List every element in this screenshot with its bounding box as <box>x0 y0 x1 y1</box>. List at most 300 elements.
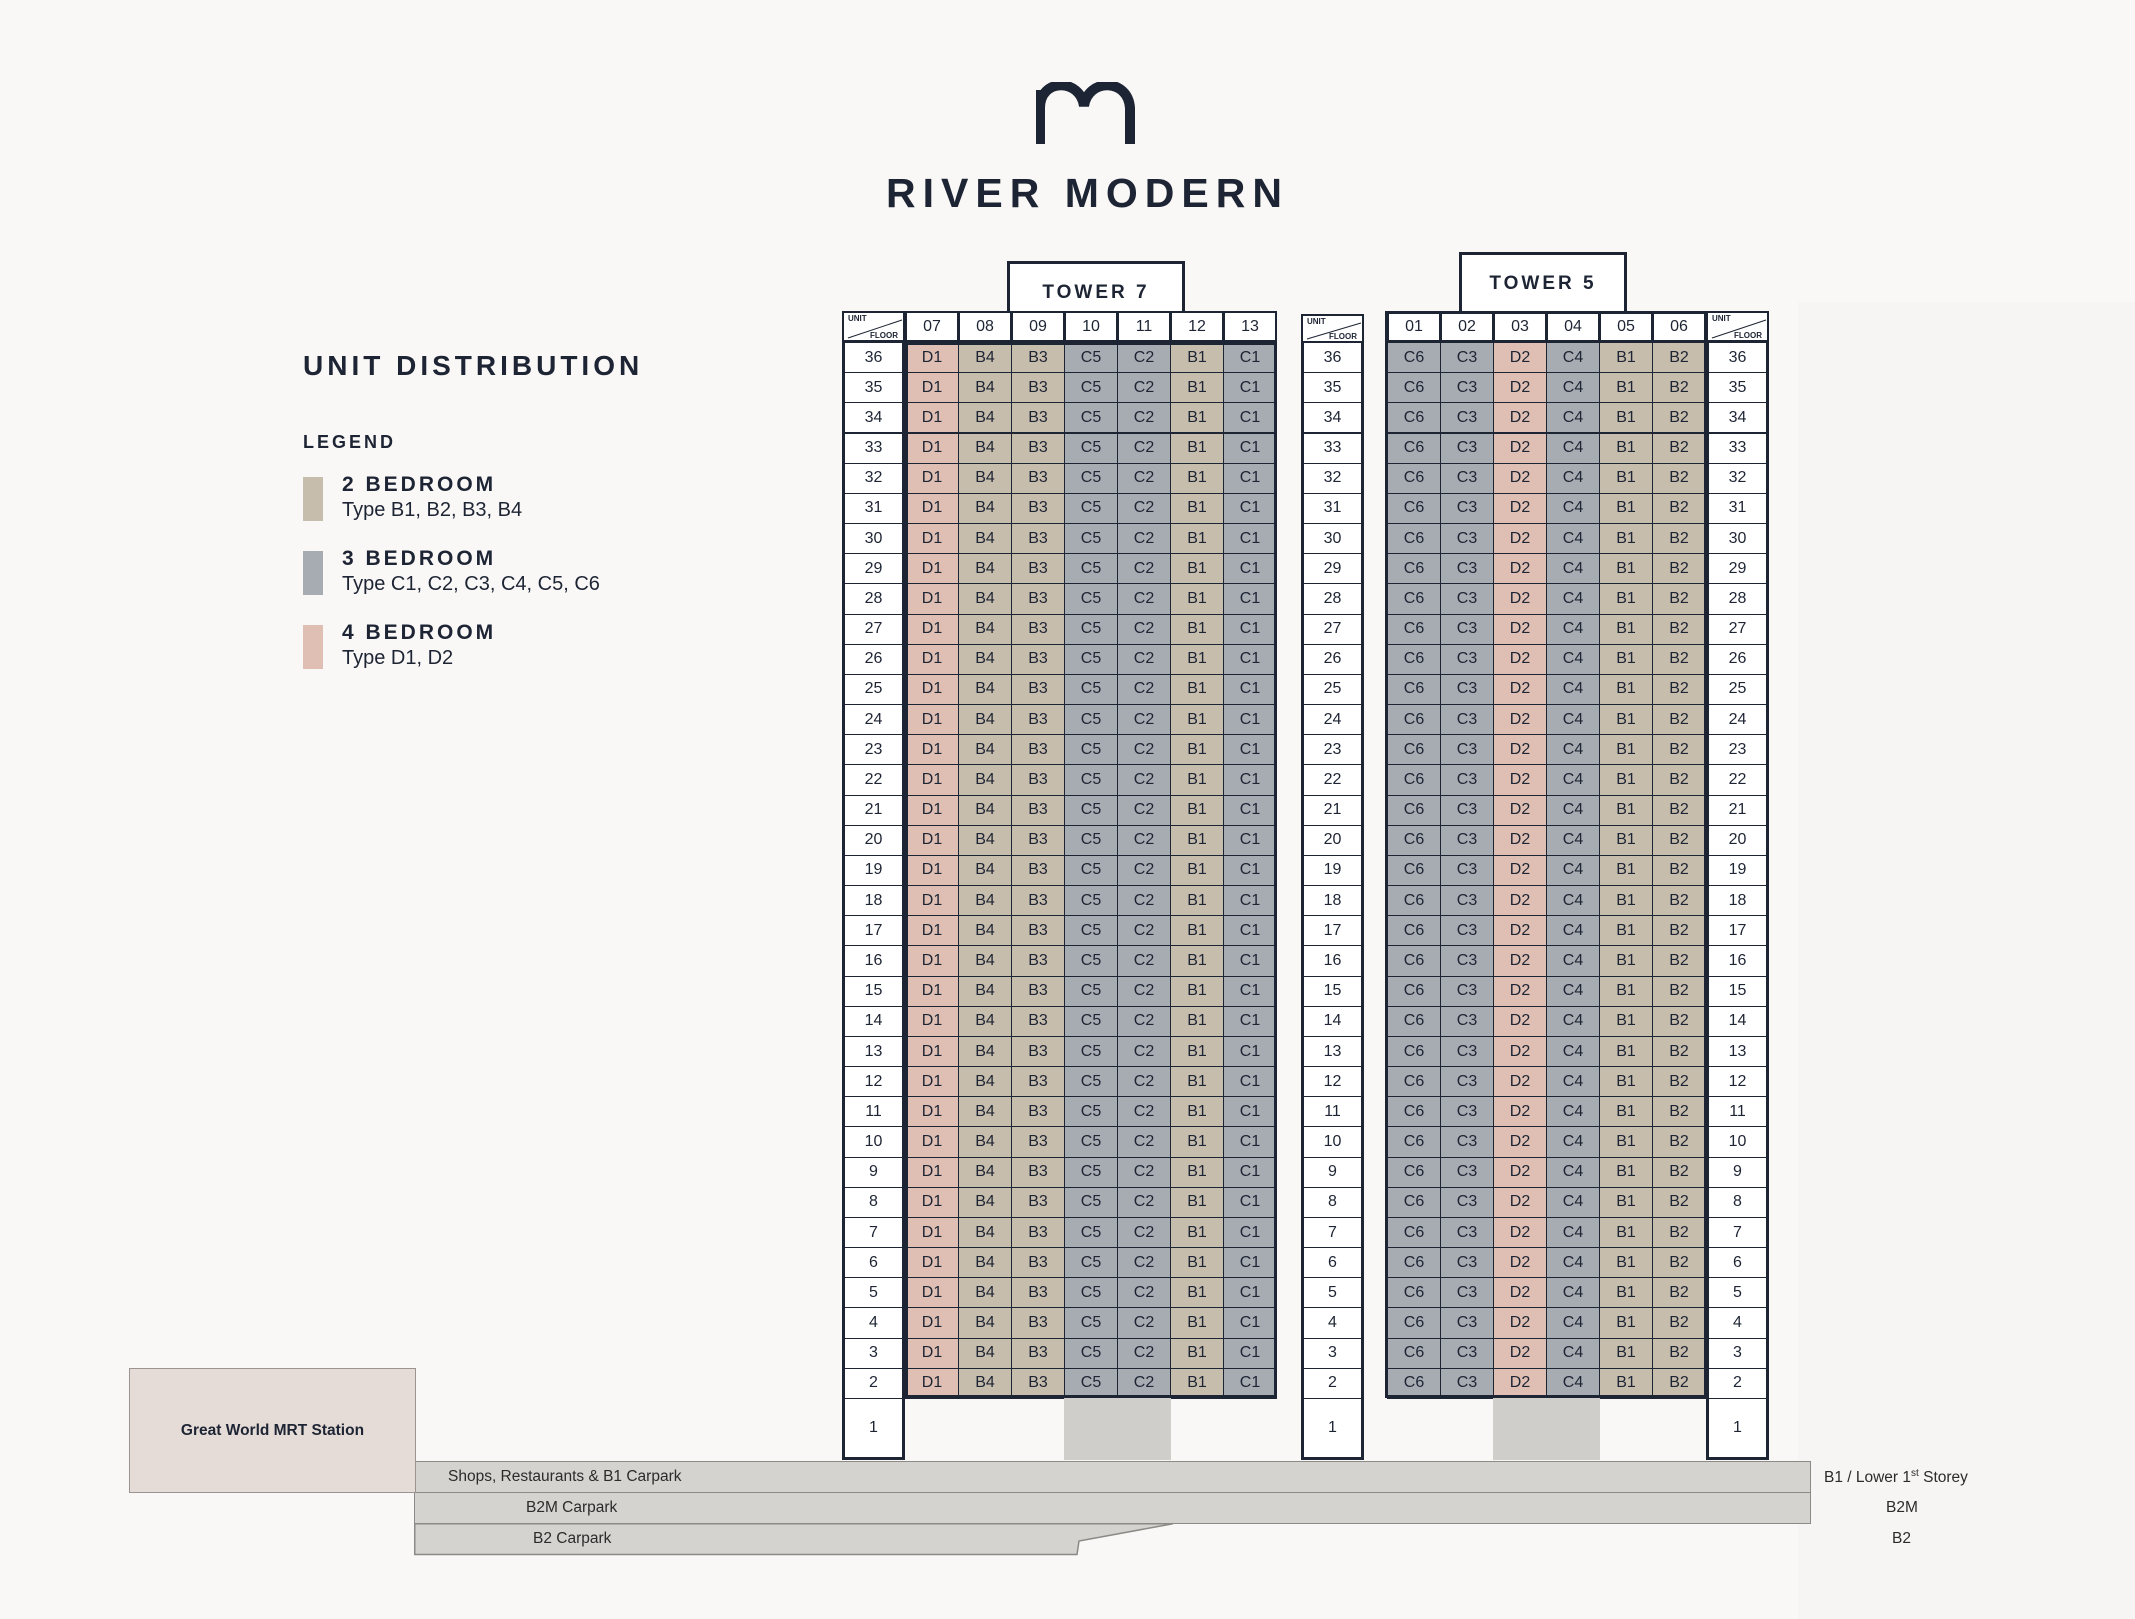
tower-5-right-floor-16: 16 <box>1706 945 1769 976</box>
tower-7-unit-cell: C2 <box>1117 523 1171 554</box>
tower-7-unit-cell: B4 <box>958 1217 1012 1248</box>
tower-7-floor-25: 25 <box>842 674 905 705</box>
tower-5-left-floor-27: 27 <box>1301 614 1364 645</box>
tower-5-unit-cell: B2 <box>1652 1368 1706 1399</box>
tower-7-unit-cell: D1 <box>905 1247 959 1278</box>
tower-5-unit-cell: B1 <box>1599 1277 1653 1308</box>
tower-7-unit-cell: B3 <box>1011 795 1065 826</box>
tower-7-unit-cell: C5 <box>1064 1036 1118 1067</box>
tower-7-unit-cell: D1 <box>905 795 959 826</box>
tower-7-unit-cell: D1 <box>905 402 959 433</box>
tower-7-unit-cell: D1 <box>905 1338 959 1369</box>
tower-5-left-floor-36: 36 <box>1301 342 1364 373</box>
tower-7-floor-20: 20 <box>842 825 905 856</box>
tower-7-unit-cell: D1 <box>905 614 959 645</box>
tower-5-right-floor-2: 2 <box>1706 1368 1769 1399</box>
tower-5-left-floor-7: 7 <box>1301 1217 1364 1248</box>
tower-5-unit-cell: C6 <box>1387 583 1441 614</box>
tower-5-unit-cell: C4 <box>1546 885 1600 916</box>
tower-7-unit-cell: C1 <box>1223 553 1277 584</box>
level-b1-label <box>1824 1468 1968 1487</box>
tower-7-floor-10: 10 <box>842 1126 905 1157</box>
tower-5-left-floor-1: 1 <box>1301 1398 1364 1460</box>
tower-5-unit-cell: D2 <box>1493 795 1547 826</box>
tower-5-unit-cell: B2 <box>1652 523 1706 554</box>
tower-5-left-floor-31: 31 <box>1301 493 1364 524</box>
tower-5-unit-cell: B2 <box>1652 372 1706 403</box>
tower-5-unit-cell: C3 <box>1440 1338 1494 1369</box>
tower-5-left-floor-12: 12 <box>1301 1066 1364 1097</box>
tower-5-unit-cell: B1 <box>1599 915 1653 946</box>
tower-5-unit-cell: D2 <box>1493 1126 1547 1157</box>
tower-7-unit-cell: B1 <box>1170 433 1224 464</box>
tower-7-unit-cell: C1 <box>1223 1368 1277 1399</box>
tower-5-right-floor-32: 32 <box>1706 463 1769 494</box>
tower-5-unit-cell: D2 <box>1493 1277 1547 1308</box>
mrt-label: Great World MRT Station <box>180 1421 365 1439</box>
tower-7-unit-cell: B1 <box>1170 976 1224 1007</box>
tower-7-unit-cell: B1 <box>1170 1157 1224 1188</box>
tower-5-right-floor-8: 8 <box>1706 1187 1769 1218</box>
tower-7-unit-cell: B4 <box>958 945 1012 976</box>
tower-5-unit-cell: D2 <box>1493 1247 1547 1278</box>
tower-7-floor-26: 26 <box>842 644 905 675</box>
tower-7-floor-17: 17 <box>842 915 905 946</box>
tower-7-unit-cell: B3 <box>1011 1247 1065 1278</box>
tower-5-left-floor-20: 20 <box>1301 825 1364 856</box>
tower-5-unit-cell: C3 <box>1440 795 1494 826</box>
tower-7-unit-cell: D1 <box>905 855 959 886</box>
tower-7-unit-cell: B3 <box>1011 1096 1065 1127</box>
tower-5-right-corner-header <box>1706 311 1769 342</box>
tower-7-unit-cell: C2 <box>1117 1006 1171 1037</box>
tower-7-unit-cell: C5 <box>1064 1187 1118 1218</box>
tower-7-unit-cell: D1 <box>905 674 959 705</box>
tower-7-unit-cell: D1 <box>905 764 959 795</box>
tower-5-unit-cell: B2 <box>1652 1247 1706 1278</box>
tower-5-unit-cell: B2 <box>1652 1006 1706 1037</box>
tower-7-unit-header: 12 <box>1170 311 1224 342</box>
tower-7-floor-15: 15 <box>842 976 905 1007</box>
tower-5-unit-cell: C3 <box>1440 1036 1494 1067</box>
tower-5-unit-cell: D2 <box>1493 1217 1547 1248</box>
tower-7-unit-cell: C1 <box>1223 1066 1277 1097</box>
tower-7-unit-cell: C2 <box>1117 553 1171 584</box>
tower-7-unit-cell: B3 <box>1011 1006 1065 1037</box>
tower-7-unit-cell: C5 <box>1064 734 1118 765</box>
tower-5-unit-cell: C4 <box>1546 1066 1600 1097</box>
tower-5-right-floor-22: 22 <box>1706 764 1769 795</box>
tower-5-unit-cell: B2 <box>1652 1157 1706 1188</box>
tower-5-unit-cell: B2 <box>1652 734 1706 765</box>
tower-7-unit-cell: B4 <box>958 402 1012 433</box>
tower-7-unit-cell: C1 <box>1223 493 1277 524</box>
tower-7-unit-cell: B4 <box>958 915 1012 946</box>
tower-7-unit-cell: C1 <box>1223 1036 1277 1067</box>
tower-5-unit-cell: C4 <box>1546 915 1600 946</box>
tower-5-left-floor-14: 14 <box>1301 1006 1364 1037</box>
tower-7-floor-36: 36 <box>842 342 905 373</box>
tower-5-unit-cell: B1 <box>1599 1217 1653 1248</box>
tower-7-unit-cell: B3 <box>1011 553 1065 584</box>
tower-7-floor-31: 31 <box>842 493 905 524</box>
tower-7-unit-cell: B3 <box>1011 915 1065 946</box>
tower-7-floor-30: 30 <box>842 523 905 554</box>
corner-unit-label: UNIT <box>1307 317 1326 326</box>
tower-5-left-floor-33: 33 <box>1301 433 1364 464</box>
tower-7-unit-cell: B1 <box>1170 915 1224 946</box>
tower-5-right-floor-13: 13 <box>1706 1036 1769 1067</box>
tower-5-unit-cell: C4 <box>1546 614 1600 645</box>
tower-5-right-floor-10: 10 <box>1706 1126 1769 1157</box>
tower-7-unit-cell: B4 <box>958 1307 1012 1338</box>
tower-7-unit-cell: C5 <box>1064 463 1118 494</box>
tower-7-unit-cell: C1 <box>1223 583 1277 614</box>
tower-7-unit-cell: C1 <box>1223 825 1277 856</box>
tower-5-unit-cell: C6 <box>1387 644 1441 675</box>
tower-7-floor-19: 19 <box>842 855 905 886</box>
tower-5-unit-cell: C4 <box>1546 674 1600 705</box>
tower-7-unit-cell: C1 <box>1223 433 1277 464</box>
tower-7-unit-cell: B3 <box>1011 372 1065 403</box>
tower-7-unit-cell: C5 <box>1064 553 1118 584</box>
tower-7-unit-cell: C2 <box>1117 855 1171 886</box>
tower-7-unit-cell: B3 <box>1011 342 1065 373</box>
tower-7-unit-cell: C2 <box>1117 1187 1171 1218</box>
tower-7-unit-cell: C5 <box>1064 945 1118 976</box>
tower-7-unit-cell: C2 <box>1117 1338 1171 1369</box>
tower-5-unit-cell: B1 <box>1599 945 1653 976</box>
b2m-carpark-block <box>414 1492 988 1524</box>
tower-7-unit-cell: B4 <box>958 795 1012 826</box>
tower-7-unit-cell: B4 <box>958 1126 1012 1157</box>
tower-5-left-floor-25: 25 <box>1301 674 1364 705</box>
tower-7-unit-cell: C2 <box>1117 342 1171 373</box>
tower-5-unit-cell: C3 <box>1440 855 1494 886</box>
tower-5-right-floor-4: 4 <box>1706 1307 1769 1338</box>
tower-7-floor-22: 22 <box>842 764 905 795</box>
tower-5-unit-cell: C3 <box>1440 402 1494 433</box>
tower-5-unit-cell: B1 <box>1599 1066 1653 1097</box>
tower-7-unit-cell: C5 <box>1064 855 1118 886</box>
tower-5-unit-cell: C3 <box>1440 1126 1494 1157</box>
tower-7-floor-16: 16 <box>842 945 905 976</box>
tower-5-left-floor-34: 34 <box>1301 402 1364 433</box>
tower-5-unit-cell: B2 <box>1652 764 1706 795</box>
tower-5-right-floor-3: 3 <box>1706 1338 1769 1369</box>
b2m-podium-block <box>987 1492 1811 1524</box>
tower-5-left-floor-26: 26 <box>1301 644 1364 675</box>
tower-7-unit-cell: B1 <box>1170 1006 1224 1037</box>
tower-7-floor-28: 28 <box>842 583 905 614</box>
tower-7-unit-cell: D1 <box>905 825 959 856</box>
tower-5-unit-cell: B2 <box>1652 1338 1706 1369</box>
tower-5-unit-cell: B1 <box>1599 644 1653 675</box>
tower-5-left-floor-2: 2 <box>1301 1368 1364 1399</box>
tower-5-unit-cell: D2 <box>1493 674 1547 705</box>
tower-7-unit-cell: B3 <box>1011 1338 1065 1369</box>
tower-7-unit-cell: C1 <box>1223 734 1277 765</box>
tower-5-unit-cell: B1 <box>1599 704 1653 735</box>
tower-7-unit-cell: B1 <box>1170 1247 1224 1278</box>
tower-7-label: TOWER 7 <box>1007 261 1185 311</box>
tower-5-unit-cell: C4 <box>1546 342 1600 373</box>
tower-5-unit-cell: C4 <box>1546 644 1600 675</box>
tower-7-unit-cell: D1 <box>905 493 959 524</box>
tower-5-unit-cell: B2 <box>1652 1036 1706 1067</box>
tower-7-unit-cell: B4 <box>958 1096 1012 1127</box>
tower-5-label: TOWER 5 <box>1459 252 1627 311</box>
tower-5-right-floor-33: 33 <box>1706 433 1769 464</box>
tower-7-unit-cell: C1 <box>1223 342 1277 373</box>
tower-5-unit-cell: B1 <box>1599 1338 1653 1369</box>
tower-5-left-floor-23: 23 <box>1301 734 1364 765</box>
tower-7-unit-cell: C5 <box>1064 976 1118 1007</box>
corner-divider-icon <box>1303 316 1366 345</box>
tower-5-left-floor-15: 15 <box>1301 976 1364 1007</box>
tower-5-unit-cell: C4 <box>1546 1157 1600 1188</box>
tower-5-unit-cell: B1 <box>1599 553 1653 584</box>
tower-7-unit-cell: C2 <box>1117 825 1171 856</box>
tower-5-right-floor-25: 25 <box>1706 674 1769 705</box>
tower-5-unit-cell: C4 <box>1546 976 1600 1007</box>
tower-5-unit-cell: D2 <box>1493 915 1547 946</box>
tower-5-right-floor-15: 15 <box>1706 976 1769 1007</box>
tower-7-unit-cell: C5 <box>1064 1157 1118 1188</box>
tower-7-unit-cell: B3 <box>1011 463 1065 494</box>
tower-5-unit-cell: C4 <box>1546 945 1600 976</box>
tower-5-unit-cell: C3 <box>1440 1096 1494 1127</box>
tower-7-unit-cell: C1 <box>1223 1277 1277 1308</box>
tower-5-unit-cell: C6 <box>1387 825 1441 856</box>
tower-5-unit-cell: D2 <box>1493 704 1547 735</box>
tower-5-left-floor-4: 4 <box>1301 1307 1364 1338</box>
tower-7-unit-cell: D1 <box>905 463 959 494</box>
tower-7-unit-header: 07 <box>905 311 959 342</box>
tower-7-unit-cell: C1 <box>1223 402 1277 433</box>
tower-5-unit-cell: C6 <box>1387 1157 1441 1188</box>
tower-5-unit-cell: C4 <box>1546 1217 1600 1248</box>
tower-7-unit-cell: B1 <box>1170 704 1224 735</box>
tower-5-unit-cell: C4 <box>1546 1247 1600 1278</box>
tower-5-unit-cell: C4 <box>1546 372 1600 403</box>
corner-floor-label: FLOOR <box>1329 332 1357 341</box>
tower-5-unit-cell: D2 <box>1493 1096 1547 1127</box>
tower-5-unit-cell: B1 <box>1599 764 1653 795</box>
tower-5-unit-cell: C6 <box>1387 1006 1441 1037</box>
tower-7-unit-cell: B3 <box>1011 402 1065 433</box>
tower-7-unit-cell: B4 <box>958 885 1012 916</box>
tower-5-left-corner-header <box>1301 314 1364 343</box>
tower-7-unit-cell: B1 <box>1170 734 1224 765</box>
tower-7-unit-cell: B1 <box>1170 402 1224 433</box>
tower-5-unit-cell: B2 <box>1652 1187 1706 1218</box>
tower-5-unit-cell: C6 <box>1387 1368 1441 1399</box>
tower-5-unit-cell: D2 <box>1493 493 1547 524</box>
tower-7-unit-cell: B4 <box>958 1187 1012 1218</box>
tower-5-unit-cell: D2 <box>1493 945 1547 976</box>
tower-5-left-floor-18: 18 <box>1301 885 1364 916</box>
tower-5-unit-cell: B2 <box>1652 855 1706 886</box>
tower-7-unit-cell: B1 <box>1170 372 1224 403</box>
tower-5-left-floor-17: 17 <box>1301 915 1364 946</box>
tower-5-left-floor-32: 32 <box>1301 463 1364 494</box>
tower-5-unit-cell: D2 <box>1493 764 1547 795</box>
tower-7-unit-cell: B3 <box>1011 1157 1065 1188</box>
tower-5-unit-cell: B2 <box>1652 1096 1706 1127</box>
tower-7-unit-cell: C5 <box>1064 1066 1118 1097</box>
tower-7-unit-cell: C1 <box>1223 674 1277 705</box>
tower-7-unit-cell: B1 <box>1170 945 1224 976</box>
tower-7-unit-cell: C1 <box>1223 855 1277 886</box>
tower-5-unit-cell: C6 <box>1387 523 1441 554</box>
tower-5-right-floor-21: 21 <box>1706 795 1769 826</box>
tower-7-unit-cell: C2 <box>1117 976 1171 1007</box>
tower-5-unit-cell: B2 <box>1652 976 1706 1007</box>
corner-floor-label: FLOOR <box>870 331 898 340</box>
tower-5-left-floor-28: 28 <box>1301 583 1364 614</box>
tower-7-unit-cell: C2 <box>1117 1157 1171 1188</box>
tower-7-unit-cell: B3 <box>1011 825 1065 856</box>
tower-5-unit-cell: B2 <box>1652 704 1706 735</box>
tower-5-unit-cell: C6 <box>1387 372 1441 403</box>
tower-5-left-floor-22: 22 <box>1301 764 1364 795</box>
tower-7-unit-cell: C1 <box>1223 1126 1277 1157</box>
tower-5-unit-cell: B2 <box>1652 583 1706 614</box>
tower-5-unit-cell: D2 <box>1493 1036 1547 1067</box>
tower-5-unit-cell: B1 <box>1599 795 1653 826</box>
tower-5-unit-cell: C6 <box>1387 1096 1441 1127</box>
tower-5-right-floor-17: 17 <box>1706 915 1769 946</box>
tower-7-unit-cell: C1 <box>1223 704 1277 735</box>
tower-7-unit-cell: D1 <box>905 1126 959 1157</box>
tower-7-unit-cell: B3 <box>1011 855 1065 886</box>
b1-podium-label: Shops, Restaurants & B1 Carpark <box>448 1468 682 1485</box>
tower-5-unit-cell: C6 <box>1387 1217 1441 1248</box>
tower-5-unit-cell: D2 <box>1493 1368 1547 1399</box>
tower-5-unit-cell: B2 <box>1652 674 1706 705</box>
level-b2-label: B2 <box>1892 1530 1911 1547</box>
tower-5-unit-cell: B2 <box>1652 795 1706 826</box>
tower-5-unit-cell: C4 <box>1546 463 1600 494</box>
tower-5-unit-cell: C6 <box>1387 945 1441 976</box>
tower-5-unit-cell: B1 <box>1599 583 1653 614</box>
tower-5-right-floor-29: 29 <box>1706 553 1769 584</box>
tower-5-unit-header: 04 <box>1546 311 1600 342</box>
tower-5-right-floor-12: 12 <box>1706 1066 1769 1097</box>
tower-5-unit-cell: C6 <box>1387 433 1441 464</box>
b2-carpark-label: B2 Carpark <box>533 1530 612 1547</box>
tower-7-unit-cell: C1 <box>1223 463 1277 494</box>
tower-5-right-floor-14: 14 <box>1706 1006 1769 1037</box>
tower-7-floor-27: 27 <box>842 614 905 645</box>
tower-5-unit-cell: C3 <box>1440 674 1494 705</box>
tower-7-unit-cell: B1 <box>1170 583 1224 614</box>
tower-7-unit-cell: B3 <box>1011 734 1065 765</box>
tower-5-unit-cell: B1 <box>1599 493 1653 524</box>
tower-5-unit-header: 06 <box>1652 311 1706 342</box>
tower-5-unit-cell: C3 <box>1440 493 1494 524</box>
tower-5-unit-cell: C6 <box>1387 795 1441 826</box>
tower-7-unit-cell: D1 <box>905 372 959 403</box>
tower-5-unit-cell: B2 <box>1652 1066 1706 1097</box>
level-b1-suffix: Storey <box>1918 1469 1968 1487</box>
tower-5-unit-cell: D2 <box>1493 402 1547 433</box>
tower-5-unit-cell: C6 <box>1387 614 1441 645</box>
tower-7-unit-cell: B4 <box>958 1277 1012 1308</box>
tower-5-unit-cell: B1 <box>1599 523 1653 554</box>
tower-7-unit-cell: C1 <box>1223 644 1277 675</box>
tower-5-unit-cell: D2 <box>1493 855 1547 886</box>
tower-7-unit-cell: B3 <box>1011 945 1065 976</box>
tower-7-unit-cell: C1 <box>1223 1096 1277 1127</box>
tower-7-unit-cell: C2 <box>1117 493 1171 524</box>
tower-7-unit-cell: B4 <box>958 825 1012 856</box>
tower-7-unit-cell: C1 <box>1223 764 1277 795</box>
tower-7-unit-cell: B3 <box>1011 764 1065 795</box>
tower-5-right-floor-36: 36 <box>1706 342 1769 373</box>
tower-7-unit-cell: C2 <box>1117 1217 1171 1248</box>
tower-7-unit-cell: C5 <box>1064 1126 1118 1157</box>
tower-7-unit-cell: C2 <box>1117 915 1171 946</box>
tower-7-unit-cell: C2 <box>1117 1277 1171 1308</box>
tower-5-unit-cell: B2 <box>1652 885 1706 916</box>
tower-7-unit-cell: B4 <box>958 372 1012 403</box>
tower-5-left-floor-16: 16 <box>1301 945 1364 976</box>
tower-5-unit-cell: D2 <box>1493 553 1547 584</box>
tower-7-unit-cell: B3 <box>1011 1036 1065 1067</box>
tower-5-unit-cell: C6 <box>1387 704 1441 735</box>
tower-7-unit-cell: D1 <box>905 1217 959 1248</box>
tower-5-unit-cell: C4 <box>1546 1187 1600 1218</box>
tower-5-ground-block <box>1493 1398 1600 1460</box>
tower-7-unit-cell: C1 <box>1223 1247 1277 1278</box>
tower-7-floor-14: 14 <box>842 1006 905 1037</box>
tower-7-unit-cell: B4 <box>958 644 1012 675</box>
tower-7-unit-cell: C2 <box>1117 1126 1171 1157</box>
tower-5-unit-cell: B1 <box>1599 1187 1653 1218</box>
tower-7-unit-cell: B3 <box>1011 1307 1065 1338</box>
tower-5-unit-cell: C6 <box>1387 1277 1441 1308</box>
tower-5-unit-cell: C6 <box>1387 674 1441 705</box>
tower-5-right-floor-1: 1 <box>1706 1398 1769 1460</box>
tower-7-unit-cell: C1 <box>1223 523 1277 554</box>
tower-5-right-floor-18: 18 <box>1706 885 1769 916</box>
tower-5-unit-cell: C6 <box>1387 976 1441 1007</box>
tower-5-unit-cell: B1 <box>1599 372 1653 403</box>
tower-7-unit-cell: D1 <box>905 945 959 976</box>
tower-7-unit-cell: C5 <box>1064 493 1118 524</box>
tower-7-unit-cell: C2 <box>1117 1368 1171 1399</box>
tower-5-unit-header: 01 <box>1387 311 1441 342</box>
tower-7-unit-cell: B4 <box>958 764 1012 795</box>
tower-5-unit-cell: C4 <box>1546 433 1600 464</box>
tower-7-unit-cell: B1 <box>1170 1096 1224 1127</box>
tower-5-unit-cell: C3 <box>1440 644 1494 675</box>
tower-7-unit-cell: B3 <box>1011 644 1065 675</box>
legend-swatch-2-bedroom <box>303 477 323 521</box>
tower-7-ground-block <box>1064 1398 1171 1460</box>
legend-types: Type B1, B2, B3, B4 <box>342 499 523 521</box>
tower-5-unit-cell: C6 <box>1387 463 1441 494</box>
tower-5-unit-cell: B1 <box>1599 1157 1653 1188</box>
tower-7-floor-12: 12 <box>842 1066 905 1097</box>
tower-5-left-floor-5: 5 <box>1301 1277 1364 1308</box>
tower-7-unit-cell: B3 <box>1011 523 1065 554</box>
tower-7-floor-24: 24 <box>842 704 905 735</box>
tower-5-unit-cell: C3 <box>1440 825 1494 856</box>
tower-7-unit-cell: B4 <box>958 1157 1012 1188</box>
